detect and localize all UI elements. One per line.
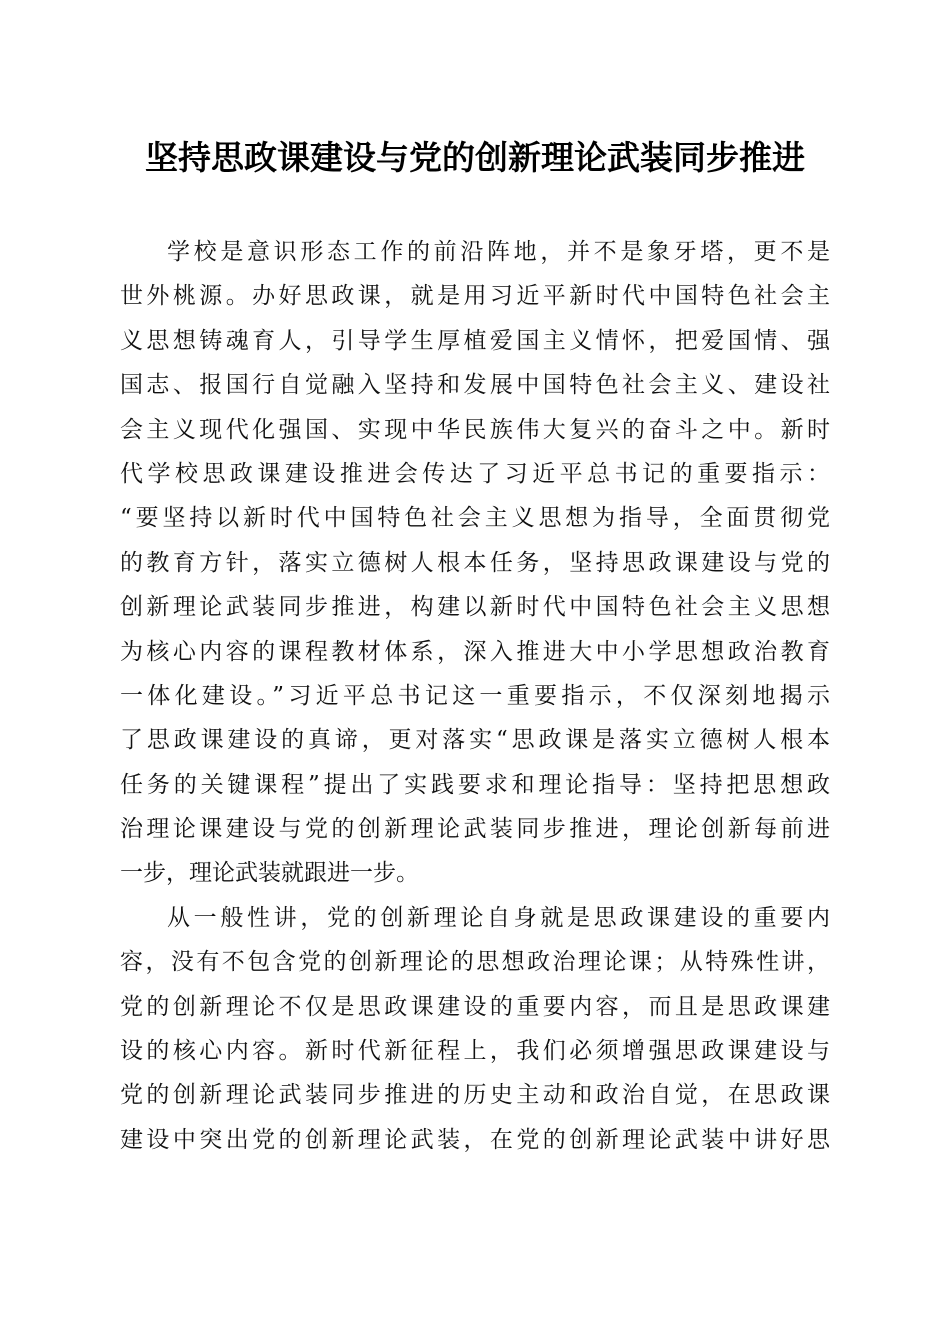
paragraph-line: 设的核心内容。新时代新征程上，我们必须增强思政课建设与 — [120, 1038, 830, 1065]
paragraph-line: 代学校思政课建设推进会传达了习近平总书记的重要指示： — [120, 460, 830, 487]
paragraph-line: 一步，理论武装就跟进一步。 — [120, 860, 419, 887]
paragraph-line: 的教育方针，落实立德树人根本任务，坚持思政课建设与党的 — [120, 549, 830, 576]
paragraph-line: 任务的关键课程”提出了实践要求和理论指导：坚持把思想政 — [120, 771, 830, 798]
paragraph-2 — [120, 896, 830, 1162]
document-body — [120, 230, 830, 1162]
document-title: 坚持思政课建设与党的创新理论武装同步推进 — [145, 138, 805, 177]
paragraph-line: 义思想铸魂育人，引导学生厚植爱国主义情怀，把爱国情、强 — [120, 327, 830, 354]
paragraph-line: 治理论课建设与党的创新理论武装同步推进，理论创新每前进 — [120, 816, 830, 843]
paragraph-line: 世外桃源。办好思政课，就是用习近平新时代中国特色社会主 — [120, 283, 830, 310]
paragraph-line: 学校是意识形态工作的前沿阵地，并不是象牙塔，更不是 — [167, 239, 830, 265]
paragraph-line: 创新理论武装同步推进，构建以新时代中国特色社会主义思想 — [120, 594, 830, 621]
paragraph-line: 党的创新理论武装同步推进的历史主动和政治自觉，在思政课 — [120, 1082, 830, 1109]
paragraph-line: “要坚持以新时代中国特色社会主义思想为指导，全面贯彻党 — [120, 505, 830, 532]
paragraph-line: 容，没有不包含党的创新理论的思想政治理论课；从特殊性讲， — [120, 949, 830, 976]
paragraph-line: 党的创新理论不仅是思政课建设的重要内容，而且是思政课建 — [120, 993, 830, 1020]
paragraph-line: 国志、报国行自觉融入坚持和发展中国特色社会主义、建设社 — [120, 372, 830, 399]
paragraph-line: 从一般性讲，党的创新理论自身就是思政课建设的重要内 — [167, 904, 830, 931]
paragraph-line: 建设中突出党的创新理论武装，在党的创新理论武装中讲好思 — [120, 1126, 830, 1153]
paragraph-line: 一体化建设。”习近平总书记这一重要指示，不仅深刻地揭示 — [120, 682, 830, 709]
paragraph-line: 了思政课建设的真谛，更对落实“思政课是落实立德树人根本 — [120, 727, 830, 754]
paragraph-line: 会主义现代化强国、实现中华民族伟大复兴的奋斗之中。新时 — [120, 416, 830, 443]
paragraph-1 — [120, 230, 830, 896]
paragraph-line: 为核心内容的课程教材体系，深入推进大中小学思想政治教育 — [120, 638, 830, 665]
